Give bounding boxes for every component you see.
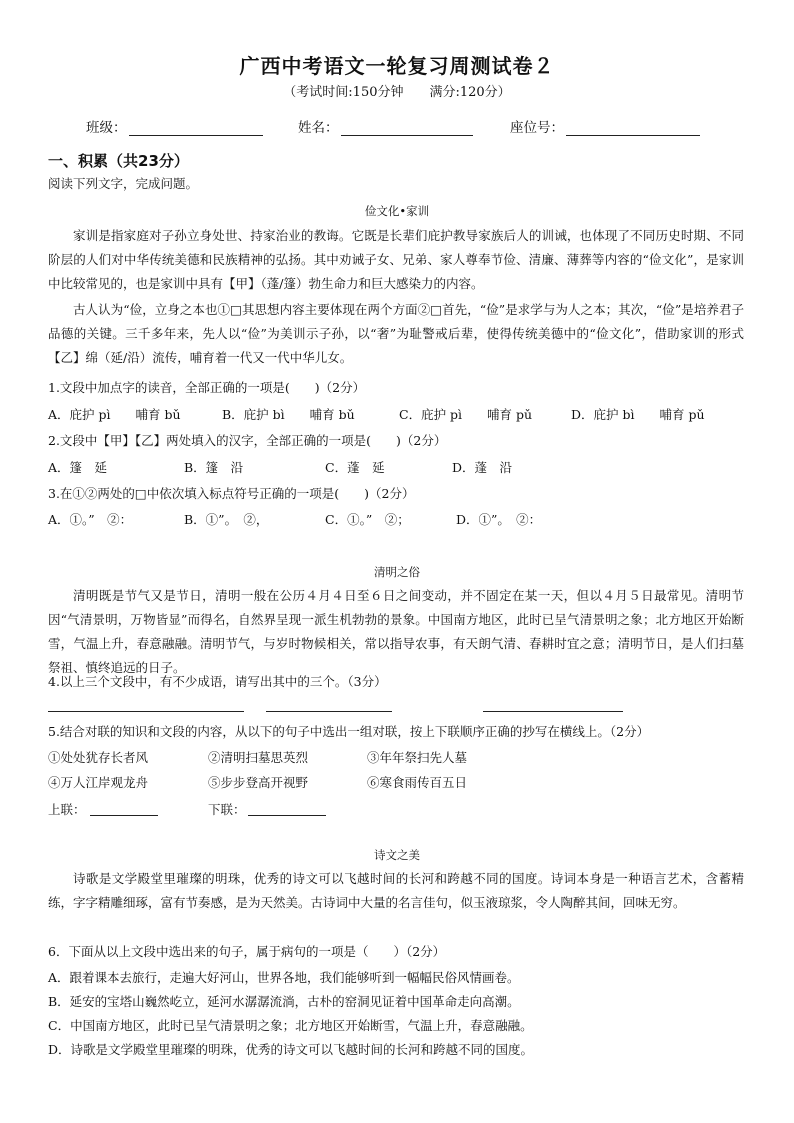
option-d[interactable]: D．蓬 沿 [452,460,513,475]
question-stem: 1.文段中加点字的读音，全部正确的一项是( )（2分） [48,380,366,395]
option-c[interactable]: C．中国南方地区，此时已呈气清景明之象；北方地区开始断雪，气温上升，春意融融。 [48,1018,533,1033]
lower-couplet-blank[interactable] [248,815,326,816]
class-field [86,116,263,136]
question-stem: 2.文段中【甲】【乙】两处填入的汉字，全部正确的一项是( )（2分） [48,433,447,448]
section-title: 一、积累（共23分） [48,152,189,170]
answer-blank[interactable] [48,711,244,712]
class-label: 班级： [86,120,127,136]
passage-paragraph: 清明既是节气又是节日，清明一般在公历４月４日至６日之间变动，并不固定在某一天，但以４月５日最常见。清明节因“气清景明，万物皆显”而得名，自然界呈现一派生机勃勃的景象。中国南方地区，此时已呈气清景明之象；北方地区开始断雪，气温上升，春意融融。清明节气，与岁时物候相关，常以指导农事，有天朗气清、春耕时宜之意；清明节日，是人们扫墓祭祖、慎终追远的日子。 [48,588,744,675]
seat-field [510,116,700,136]
option-a[interactable]: A．篷 延 [48,460,108,475]
question-stem: 5.结合对联的知识和文段的内容，从以下的句子中选出一组对联，按上下联顺序正确的抄写在横线上。（2分） [48,724,650,739]
answer-blank[interactable] [483,711,623,712]
seat-blank[interactable] [566,121,700,136]
name-field [298,116,473,136]
section-instruction: 阅读下列文字，完成问题。 [48,176,199,191]
passage-title: 诗文之美 [374,848,420,862]
option-c[interactable]: C．①。” ②； [325,512,410,527]
lower-couplet-label: 下联： [208,802,246,817]
question-stem: 4.以上三个文段中，有不少成语，请写出其中的三个。（3分） [48,674,387,689]
seat-label: 座位号： [510,120,564,136]
class-blank[interactable] [129,121,263,136]
option-c[interactable]: C．庇护 pì 哺育 pǔ [399,407,533,422]
answer-blank[interactable] [266,711,392,712]
option-c[interactable]: C．蓬 延 [325,460,385,475]
couplet-option: ②清明扫墓思英烈 [208,750,309,765]
couplet-option: ⑤步步登高开视野 [208,775,309,790]
page-title: 广西中考语文一轮复习周测试卷２ [239,54,555,78]
option-b[interactable]: B．延安的宝塔山巍然屹立，延河水潺潺流淌，古朴的窑洞见证着中国革命走向高潮。 [48,994,520,1009]
question-stem: 6．下面从以上文段中选出来的句子，属于病句的一项是（ ）（2分） [48,944,446,959]
option-a[interactable]: A．庇护 pì 哺育 bǔ [48,407,181,422]
upper-couplet-label: 上联： [48,802,86,817]
couplet-option: ⑥寒食雨传百五日 [367,775,468,790]
option-d[interactable]: D．诗歌是文学殿堂里璀璨的明珠，优秀的诗文可以飞越时间的长河和跨越不同的国度。 [48,1042,534,1057]
passage-title: 俭文化•家训 [364,204,430,218]
name-blank[interactable] [341,121,473,136]
option-b[interactable]: B．①”。 ②， [184,512,269,527]
passage-paragraph: 诗歌是文学殿堂里璀璨的明珠，优秀的诗文可以飞越时间的长河和跨越不同的国度。诗词本身是一种语言艺术，含蓄精练，字字精雕细琢，富有节奏感，是为天然美。古诗词中大量的名言佳句，似玉液琼浆，令人陶醉其间，回味无穷。 [48,871,744,910]
couplet-option: ①处处犹存长者风 [48,750,149,765]
exam-subtitle: （考试时间:150分钟 满分:120分） [283,85,511,100]
upper-couplet-blank[interactable] [90,815,158,816]
option-d[interactable]: D．庇护 bì 哺育 pǔ [571,407,705,422]
option-d[interactable]: D．①”。 ②： [456,512,542,527]
passage-paragraph: 古人认为“俭，立身之本也①□其思想内容主要体现在两个方面②□首先，“俭”是求学与为人之本；其次，“俭”是培养君子品德的关键。三千多年来，先人以“俭”为美训示子孙，以“奢”为耻警戒后辈，使得传统美德中的“俭文化”，借助家训的形式【乙】绵（延/沿）流传，哺育着一代又一代中华儿女。 [48,302,744,365]
option-b[interactable]: B．庇护 bì 哺育 bǔ [222,407,355,422]
passage-title: 清明之俗 [374,565,420,579]
option-a[interactable]: A．跟着课本去旅行，走遍大好河山，世界各地，我们能够听到一幅幅民俗风情画卷。 [48,970,520,985]
option-b[interactable]: B．篷 沿 [184,460,244,475]
option-a[interactable]: A．①。” ②： [48,512,133,527]
couplet-option: ③年年祭扫先人墓 [367,750,468,765]
name-label: 姓名： [298,120,339,136]
couplet-option: ④万人江岸观龙舟 [48,775,149,790]
question-stem: 3.在①②两处的□中依次填入标点符号正确的一项是( )（2分） [48,486,415,501]
passage-paragraph: 家训是指家庭对子孙立身处世、持家治业的教诲。它既是长辈们庇护教导家族后人的训诫，也体现了不同历史时期、不同阶层的人们对中华传统美德和民族精神的弘扬。其中劝诫子女、兄弟、家人尊奉节俭、清廉、薄葬等内容的“俭文化”，是家训中比较常见的，也是家训中具有【甲】（蓬/篷）勃生命力和巨大感染力的内容。 [48,228,744,291]
